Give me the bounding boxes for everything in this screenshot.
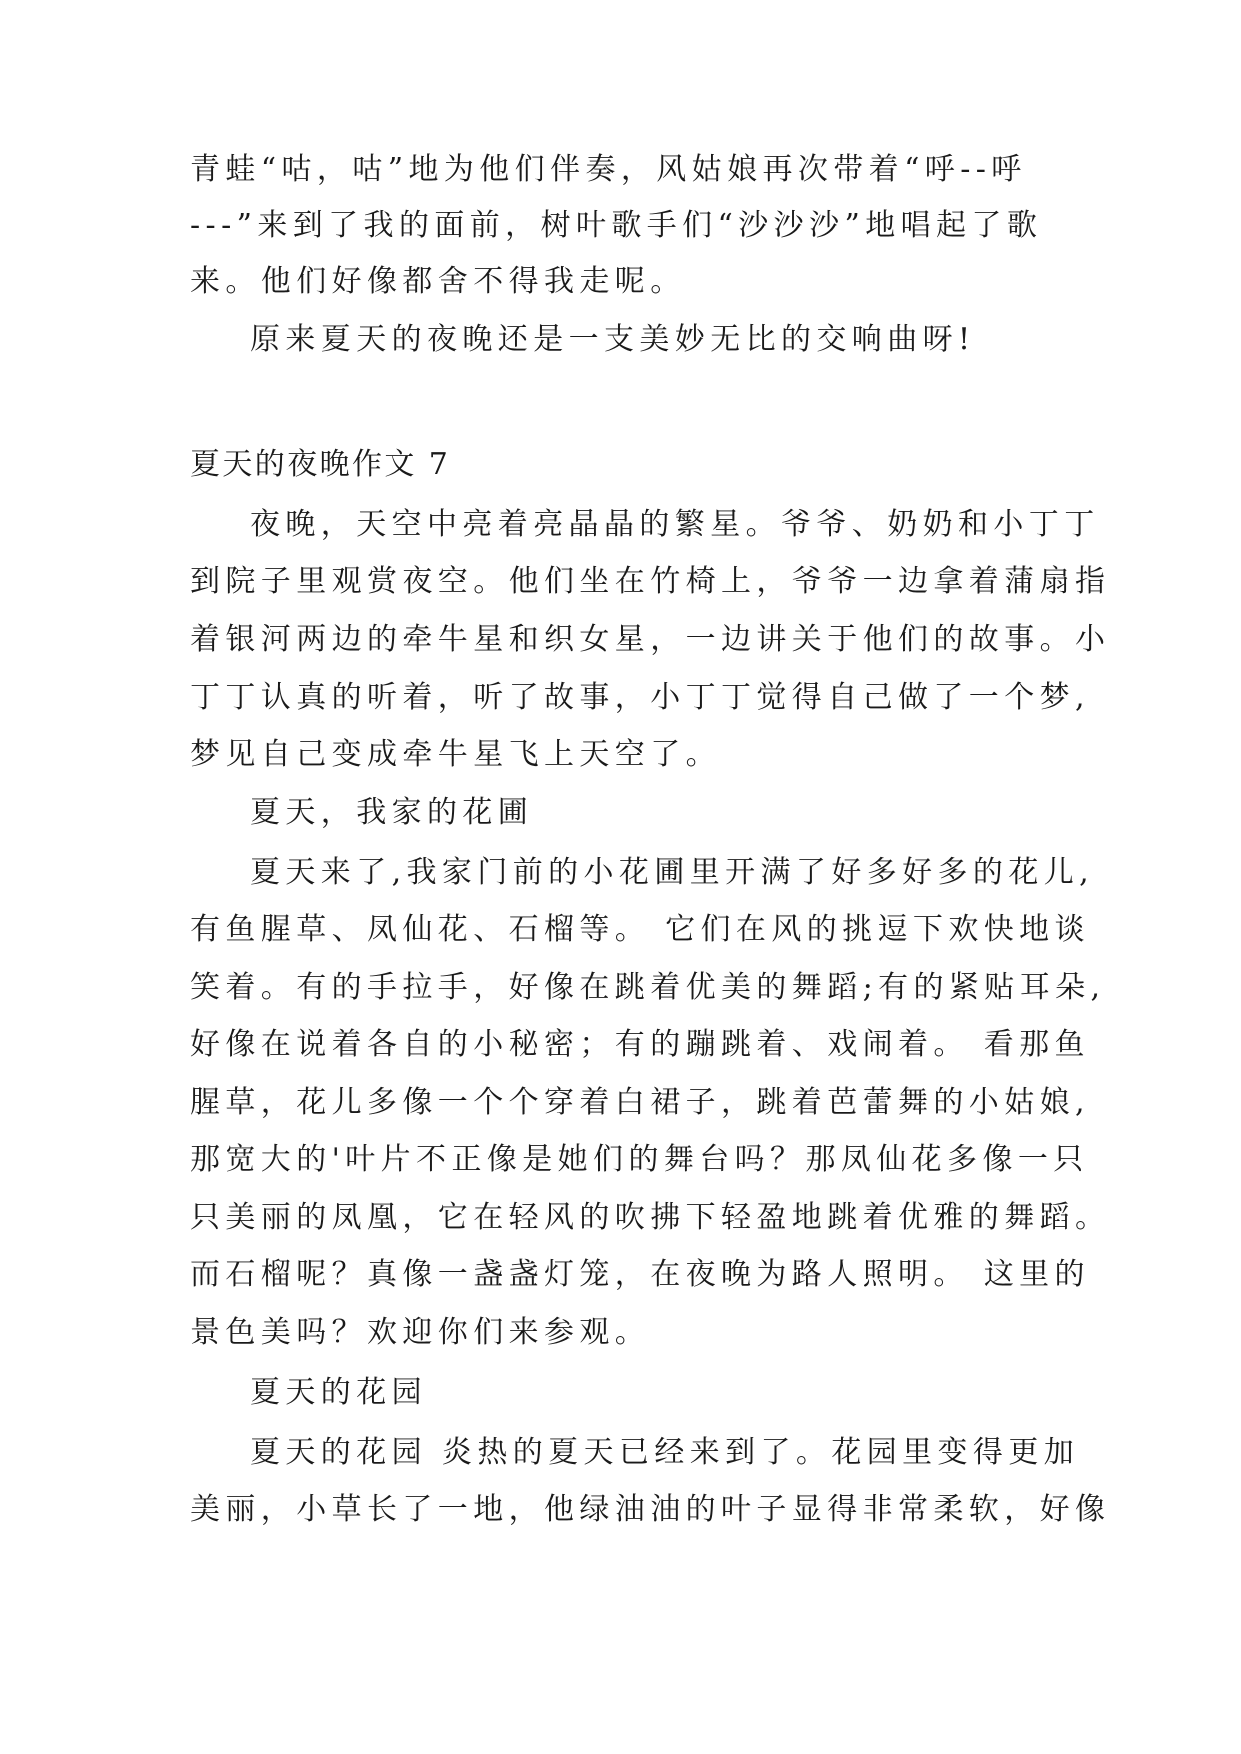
text-line: 有鱼腥草、凤仙花、石榴等。 它们在风的挑逗下欢快地谈 <box>190 912 1090 947</box>
text-line: 那宽大的'叶片不正像是她们的舞台吗？那凤仙花多像一只 <box>190 1142 1089 1177</box>
text-line: 而石榴呢？真像一盏盏灯笼，在夜晚为路人照明。 这里的 <box>190 1257 1090 1292</box>
text-line: 夏天的花园 炎热的夏天已经来到了。花园里变得更加 <box>250 1435 1080 1470</box>
text-line: 原来夏天的夜晚还是一支美妙无比的交响曲呀! <box>250 322 976 357</box>
subheading: 夏天的花园 <box>250 1375 427 1410</box>
text-line: 美丽，小草长了一地，他绿油油的叶子显得非常柔软，好像 <box>190 1492 1111 1527</box>
text-line: 夏天来了,我家门前的小花圃里开满了好多好多的花儿, <box>250 855 1095 890</box>
text-line: 笑着。有的手拉手，好像在跳着优美的舞蹈;有的紧贴耳朵, <box>190 970 1106 1005</box>
text-line: 到院子里观赏夜空。他们坐在竹椅上，爷爷一边拿着蒲扇指 <box>190 564 1111 599</box>
text-line: 丁丁认真的听着，听了故事，小丁丁觉得自己做了一个梦, <box>190 680 1090 715</box>
text-line: 只美丽的凤凰，它在轻风的吹拂下轻盈地跳着优雅的舞蹈。 <box>190 1200 1111 1235</box>
text-line: 好像在说着各自的小秘密；有的蹦跳着、戏闹着。 看那鱼 <box>190 1027 1090 1062</box>
text-line: 腥草，花儿多像一个个穿着白裙子，跳着芭蕾舞的小姑娘, <box>190 1085 1090 1120</box>
subheading: 夏天，我家的花圃 <box>250 795 534 830</box>
text-line: 来。他们好像都舍不得我走呢。 <box>190 264 686 299</box>
section-heading: 夏天的夜晚作文 7 <box>190 447 451 482</box>
text-line: 梦见自己变成牵牛星飞上天空了。 <box>190 737 721 772</box>
text-line: 青蛙“咕，咕”地为他们伴奏，风姑娘再次带着“呼--呼 <box>190 152 1027 187</box>
text-line: 着银河两边的牵牛星和织女星，一边讲关于他们的故事。小 <box>190 622 1111 657</box>
text-line: 夜晚，天空中亮着亮晶晶的繁星。爷爷、奶奶和小丁丁 <box>250 507 1100 542</box>
text-line: ---”来到了我的面前，树叶歌手们“沙沙沙”地唱起了歌 <box>190 208 1043 243</box>
text-line: 景色美吗？欢迎你们来参观。 <box>190 1315 651 1350</box>
